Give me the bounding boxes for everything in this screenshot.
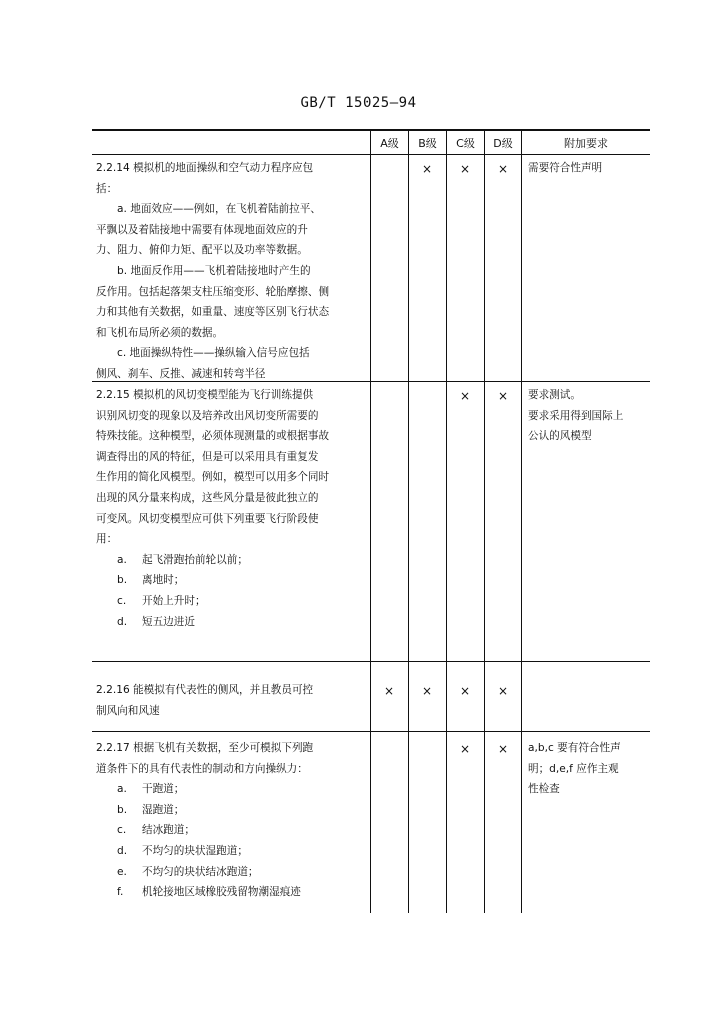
item-text: 结冰跑道； xyxy=(142,824,195,837)
grade-c-mark: × xyxy=(459,742,471,756)
item-text: 开始上升时； xyxy=(142,594,206,607)
table-header-rule xyxy=(92,154,650,155)
grade-d-mark: × xyxy=(497,684,509,698)
column-divider xyxy=(484,131,485,913)
clause-line: a. 地面效应——例如，在飞机着陆前拉平、 xyxy=(117,203,321,216)
clause-line: 括： xyxy=(96,182,118,195)
item-key: d. xyxy=(117,615,128,628)
grade-d-mark: × xyxy=(497,162,509,176)
grade-a-mark: × xyxy=(383,684,395,698)
item-key: f. xyxy=(117,886,124,899)
column-divider xyxy=(521,131,522,913)
list-item xyxy=(96,882,313,903)
clause-line: 反作用。包括起落架支柱压缩变形、轮胎摩擦、侧 xyxy=(96,285,330,298)
clause-2-2-15 xyxy=(96,385,329,632)
column-header-c: C级 xyxy=(456,137,475,150)
clause-line: 力、阻力、俯仰力矩、配平以及功率等数据。 xyxy=(96,244,308,257)
column-header-d: D级 xyxy=(493,137,513,150)
grade-c-mark: × xyxy=(459,684,471,698)
item-text: 湿跑道； xyxy=(142,803,185,816)
additional-requirement: 需要符合性声明 xyxy=(528,162,603,174)
item-key: b. xyxy=(117,803,128,816)
grade-b-mark: × xyxy=(421,684,433,698)
item-key: c. xyxy=(117,594,127,607)
grade-b-mark: × xyxy=(421,162,433,176)
list-item xyxy=(96,550,329,571)
grade-d-mark: × xyxy=(497,742,509,756)
clause-line: 识别风切变的现象以及培养改出风切变所需要的 xyxy=(96,409,319,422)
clause-2-2-14 xyxy=(96,158,329,385)
item-text: 离地时； xyxy=(142,574,185,587)
column-divider xyxy=(408,131,409,913)
column-divider xyxy=(446,131,447,913)
clause-line: 力和其他有关数据，如重量、速度等区别飞行状态 xyxy=(96,306,330,319)
clause-line: 制风向和风速 xyxy=(96,704,160,717)
additional-requirement: 要求测试。 要求采用得到国际上 公认的风模型 xyxy=(528,389,624,443)
column-header-a: A级 xyxy=(380,137,399,150)
grade-d-mark: × xyxy=(497,389,509,403)
row-divider xyxy=(92,731,650,732)
table-top-rule xyxy=(92,129,650,131)
grade-c-mark: × xyxy=(459,162,471,176)
grade-c-mark: × xyxy=(459,389,471,403)
clause-line: b. 地面反作用——飞机着陆接地时产生的 xyxy=(117,264,311,277)
clause-line: 2.2.17 根据飞机有关数据，至少可模拟下列跑 xyxy=(96,742,314,754)
list-item xyxy=(96,841,313,862)
list-item xyxy=(96,570,329,591)
item-text: 干跑道； xyxy=(142,783,185,796)
clause-line: 和飞机布局所必须的数据。 xyxy=(96,326,224,339)
clause-line: 2.2.14 模拟机的地面操纵和空气动力程序应包 xyxy=(96,162,314,174)
clause-line: 侧风、刹车、反推、减速和转弯半径 xyxy=(96,367,266,380)
item-key: a. xyxy=(117,553,127,566)
clause-line: c. 地面操纵特性——操纵输入信号应包括 xyxy=(117,347,310,360)
list-item xyxy=(96,612,329,633)
list-item xyxy=(96,862,313,883)
clause-line: 调查得出的风的特征，但是可以采用具有重复发 xyxy=(96,450,319,463)
standard-number-header: GB/T 15025—94 xyxy=(300,95,417,111)
item-key: a. xyxy=(117,783,127,796)
additional-requirement: a,b,c 要有符合性声 明；d,e,f 应作主观 性检查 xyxy=(528,742,621,796)
clause-line: 可变风。风切变模型应可供下列重要飞行阶段使 xyxy=(96,512,319,525)
clause-line: 用： xyxy=(96,533,118,546)
item-text: 不均匀的块状结冰跑道； xyxy=(142,865,259,878)
clause-2-2-17 xyxy=(96,738,313,903)
list-item xyxy=(96,820,313,841)
item-key: c. xyxy=(117,824,127,837)
item-text: 机轮接地区域橡胶残留物潮湿痕迹 xyxy=(142,886,301,899)
item-text: 短五边进近 xyxy=(142,615,195,628)
item-key: b. xyxy=(117,574,128,587)
clause-line: 2.2.16 能模拟有代表性的侧风，并且教员可控 xyxy=(96,684,314,696)
column-divider xyxy=(370,131,371,913)
list-item xyxy=(96,591,329,612)
list-item xyxy=(96,779,313,800)
item-text: 不均匀的块状湿跑道； xyxy=(142,844,248,857)
clause-line: 道条件下的具有代表性的制动和方向操纵力： xyxy=(96,762,308,775)
item-key: d. xyxy=(117,844,128,857)
column-header-b: B级 xyxy=(418,137,437,150)
clause-line: 特殊技能。这种模型，必须体现测量的或根据事故 xyxy=(96,430,330,443)
clause-line: 2.2.15 模拟机的风切变模型能为飞行训练提供 xyxy=(96,389,314,401)
clause-line: 平飘以及着陆接地中需要有体现地面效应的升 xyxy=(96,223,308,236)
column-header-extra: 附加要求 xyxy=(564,137,608,150)
item-key: e. xyxy=(117,865,127,878)
item-text: 起飞滑跑抬前轮以前； xyxy=(142,553,248,566)
clause-line: 生作用的简化风模型。例如，模型可以用多个同时 xyxy=(96,471,330,484)
clause-2-2-16 xyxy=(96,680,313,721)
clause-line: 出现的风分量来构成，这些风分量是彼此独立的 xyxy=(96,491,319,504)
list-item xyxy=(96,800,313,821)
row-divider xyxy=(92,661,650,662)
